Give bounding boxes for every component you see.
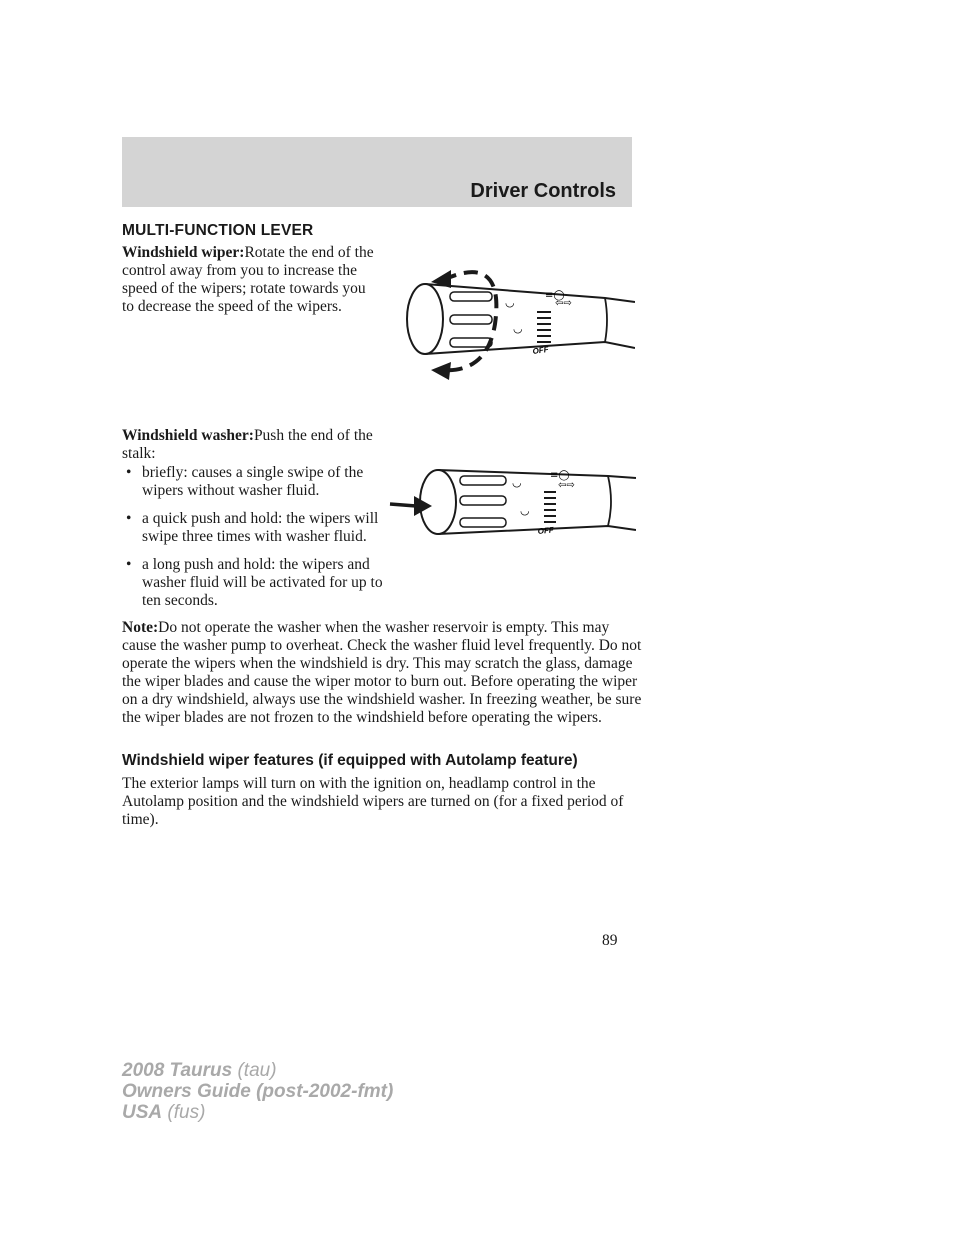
footer-model: 2008 Taurus <box>122 1060 233 1081</box>
washer-bullet-list <box>122 464 384 620</box>
section-heading: MULTI-FUNCTION LEVER <box>122 222 314 239</box>
svg-text:⇦⇨: ⇦⇨ <box>555 298 572 309</box>
wiper-paragraph <box>122 244 380 316</box>
washer-text: Push the end of the stalk: <box>122 427 373 462</box>
list-item: • a long push and hold: the wipers and washer fluid will be activated for up to ten seconds. <box>122 556 384 610</box>
page-number: 89 <box>602 932 618 949</box>
off-label-2: OFF <box>537 525 555 536</box>
washer-paragraph <box>122 427 380 463</box>
list-item: • briefly: causes a single swipe of the wipers without washer fluid. <box>122 464 384 500</box>
note-text: Do not operate the washer when the washer reservoir is empty. This may cause the washer pump to overheat. Check the washer fluid level frequently. Do not operate the wipers when the windshield is dry. This may scratch the glass, damage the wiper blades and cause the wiper motor to burn out. Before operating the wiper on a dry windshield, always use the windshield washer. In freezing weather, be sure the wiper blades are not frozen to the windshield before operating the wipers. <box>122 619 642 726</box>
footer-market-code: (fus) <box>167 1102 206 1123</box>
footer <box>122 1060 393 1123</box>
footer-guide: Owners Guide (post-2002-fmt) <box>122 1081 394 1102</box>
washer-push-illustration <box>388 462 636 542</box>
svg-text:◡: ◡ <box>520 504 530 517</box>
note-paragraph <box>122 619 642 727</box>
wiper-text: Rotate the end of the control away from you to increase the speed of the wipers; rotate towards you to decrease the speed of the wipers. <box>122 244 374 315</box>
footer-model-code: (tau) <box>237 1060 277 1081</box>
off-label: OFF <box>532 344 550 356</box>
svg-text:◡: ◡ <box>513 322 523 335</box>
svg-text:◡: ◡ <box>505 296 515 309</box>
page-title: Driver Controls <box>470 180 616 202</box>
wiper-label: Windshield wiper: <box>122 244 245 261</box>
svg-text:◡: ◡ <box>512 476 522 489</box>
wiper-rotate-illustration <box>395 262 635 382</box>
note-label: Note: <box>122 619 159 636</box>
footer-market: USA <box>122 1102 163 1123</box>
header-band <box>122 137 632 207</box>
list-item: • a quick push and hold: the wipers will swipe three times with washer fluid. <box>122 510 384 546</box>
svg-text:≡◯: ≡◯ <box>545 290 565 301</box>
autolamp-paragraph: The exterior lamps will turn on with the ignition on, headlamp control in the Autolamp position and the windshield wipers are turned on (for a fixed period of time). <box>122 775 624 828</box>
washer-label: Windshield washer: <box>122 427 254 444</box>
autolamp-heading: Windshield wiper features (if equipped with Autolamp feature) <box>122 752 578 769</box>
svg-text:≡◯: ≡◯ <box>550 470 570 481</box>
svg-text:⇦⇨: ⇦⇨ <box>558 480 575 491</box>
